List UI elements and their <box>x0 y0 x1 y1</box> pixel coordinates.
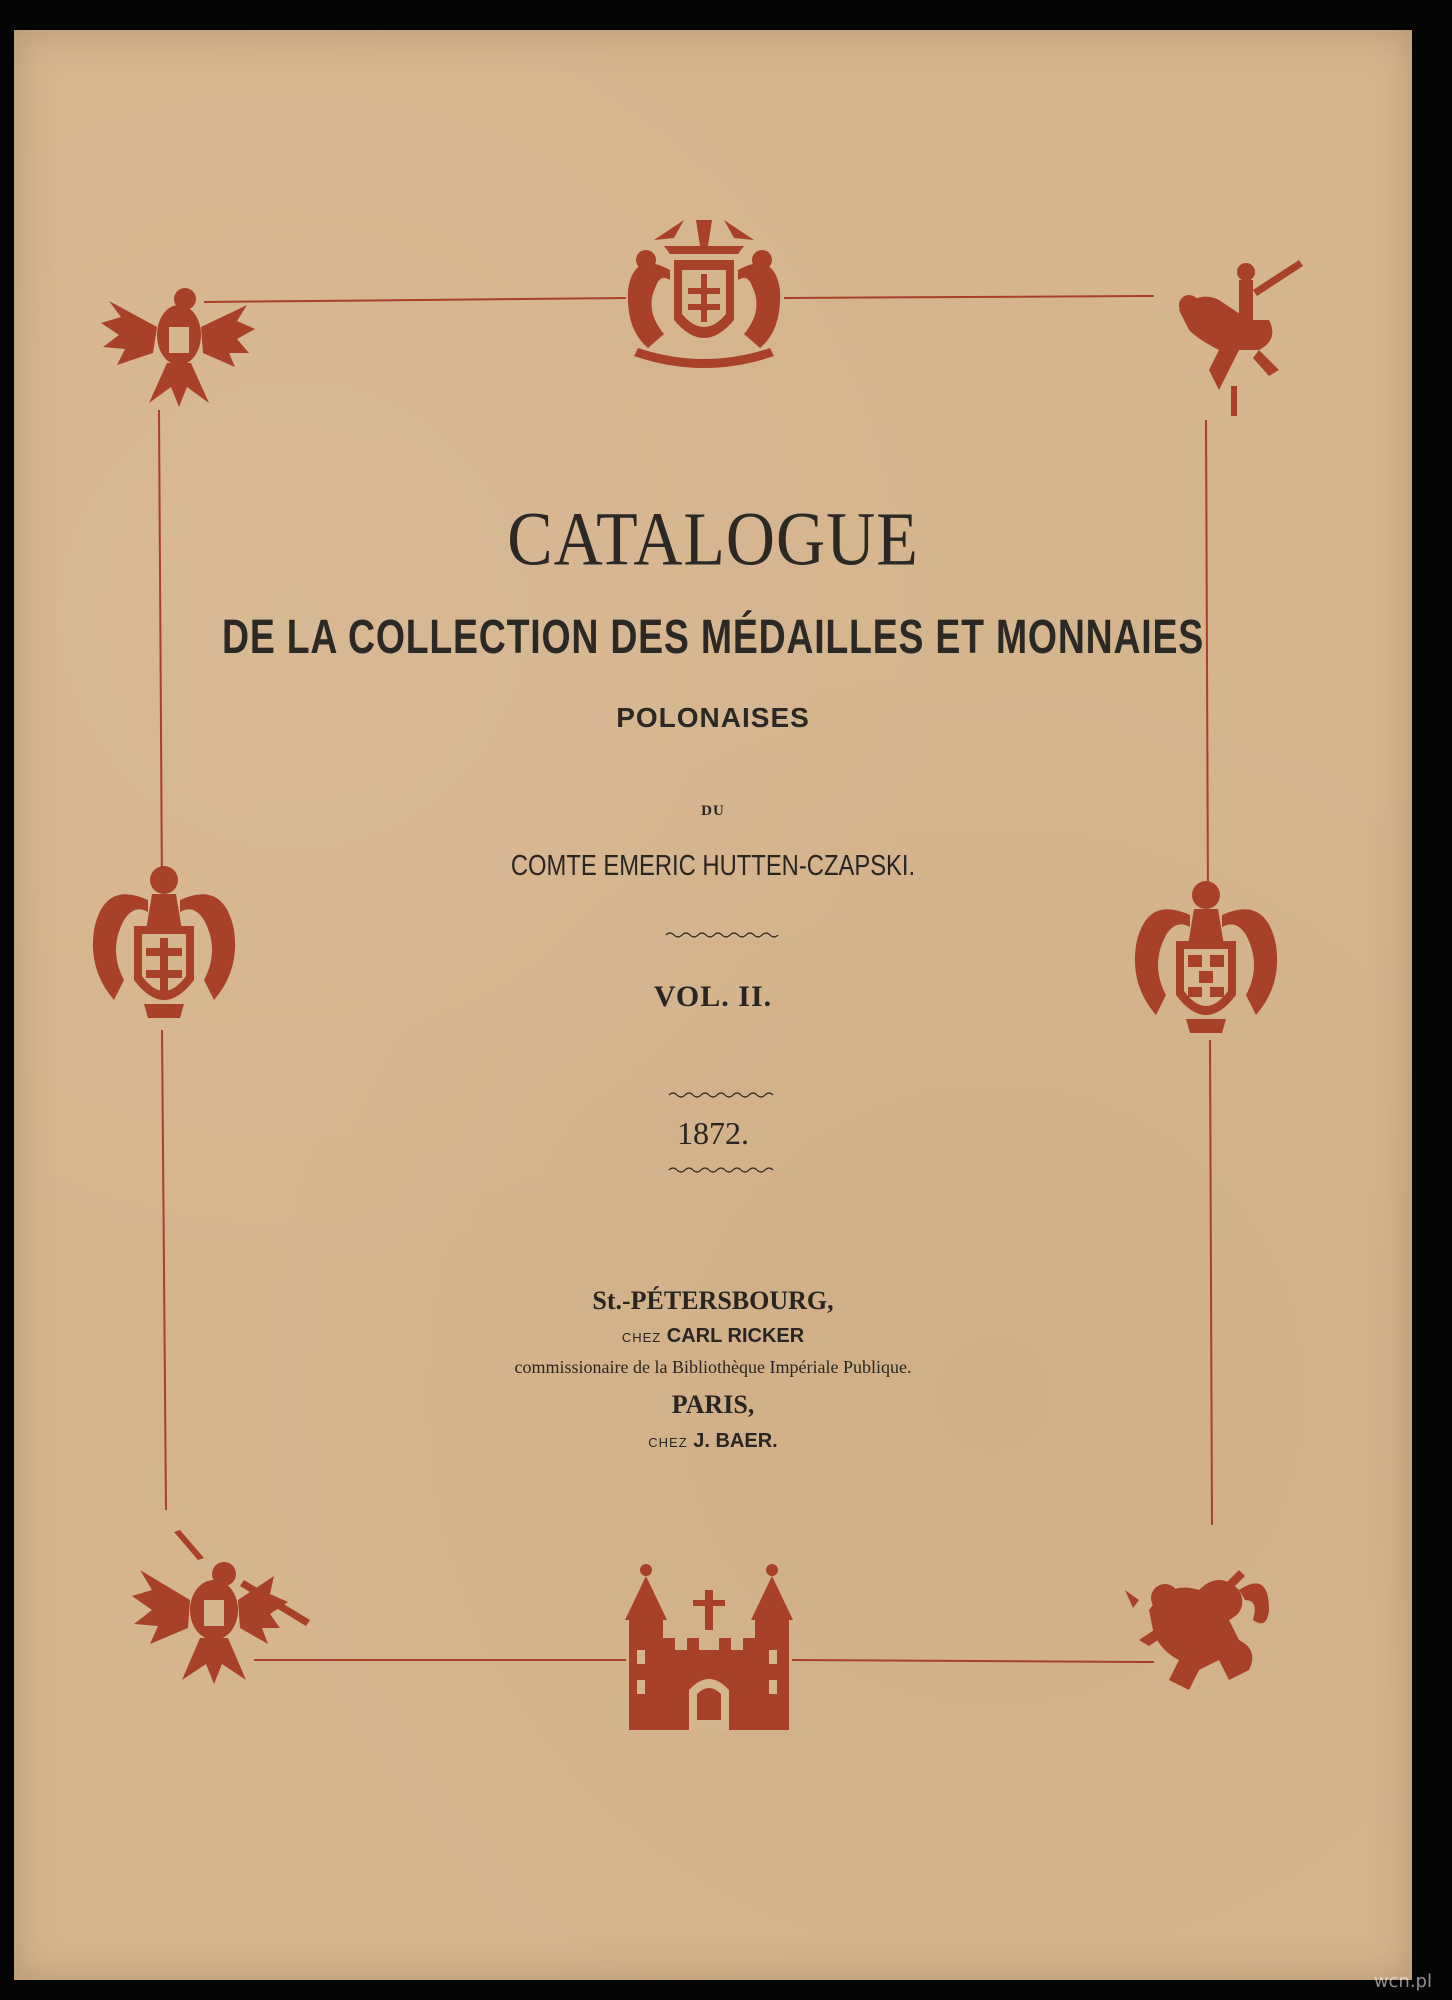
subtitle-polonaises: POLONAISES <box>616 702 810 733</box>
publisher-name-ricker <box>14 1325 1412 1348</box>
publication-year: 1872. <box>677 1115 749 1151</box>
publisher-name-baer <box>14 1430 1412 1453</box>
publisher-city-paris: PARIS, <box>671 1390 755 1419</box>
watermark-text: wcn.pl <box>1373 1971 1432 1992</box>
publisher-name: J. BAER. <box>693 1430 778 1452</box>
main-title: CATALOGUE <box>507 496 919 582</box>
subtitle: DE LA COLLECTION DES MÉDAILLES ET MONNAIES <box>222 611 1204 664</box>
lion-icon <box>1125 1570 1269 1690</box>
ornamental-rule <box>667 1165 777 1175</box>
ornamental-rule <box>664 930 784 940</box>
chez-label: CHEZ <box>621 1330 662 1345</box>
ornamental-rule <box>667 1090 777 1100</box>
knight-icon <box>1179 260 1303 416</box>
publisher-name: CARL RICKER <box>666 1325 805 1347</box>
publisher-description: commissionaire de la Bibliothèque Impériale Publique. <box>514 1357 912 1377</box>
chez-label: CHEZ <box>648 1435 688 1450</box>
eagle-icon <box>101 288 255 407</box>
castle-icon <box>625 1564 793 1730</box>
coat-of-arms-icon <box>628 220 780 368</box>
title-page <box>14 30 1412 1980</box>
eagle-sword-icon <box>132 1530 310 1684</box>
author-name: COMTE EMERIC HUTTEN-CZAPSKI. <box>510 850 916 882</box>
publisher-city-petersburg: St.-PÉTERSBOURG, <box>592 1286 834 1315</box>
preposition-du: DU <box>701 803 725 819</box>
volume-number: VOL. II. <box>653 980 773 1013</box>
